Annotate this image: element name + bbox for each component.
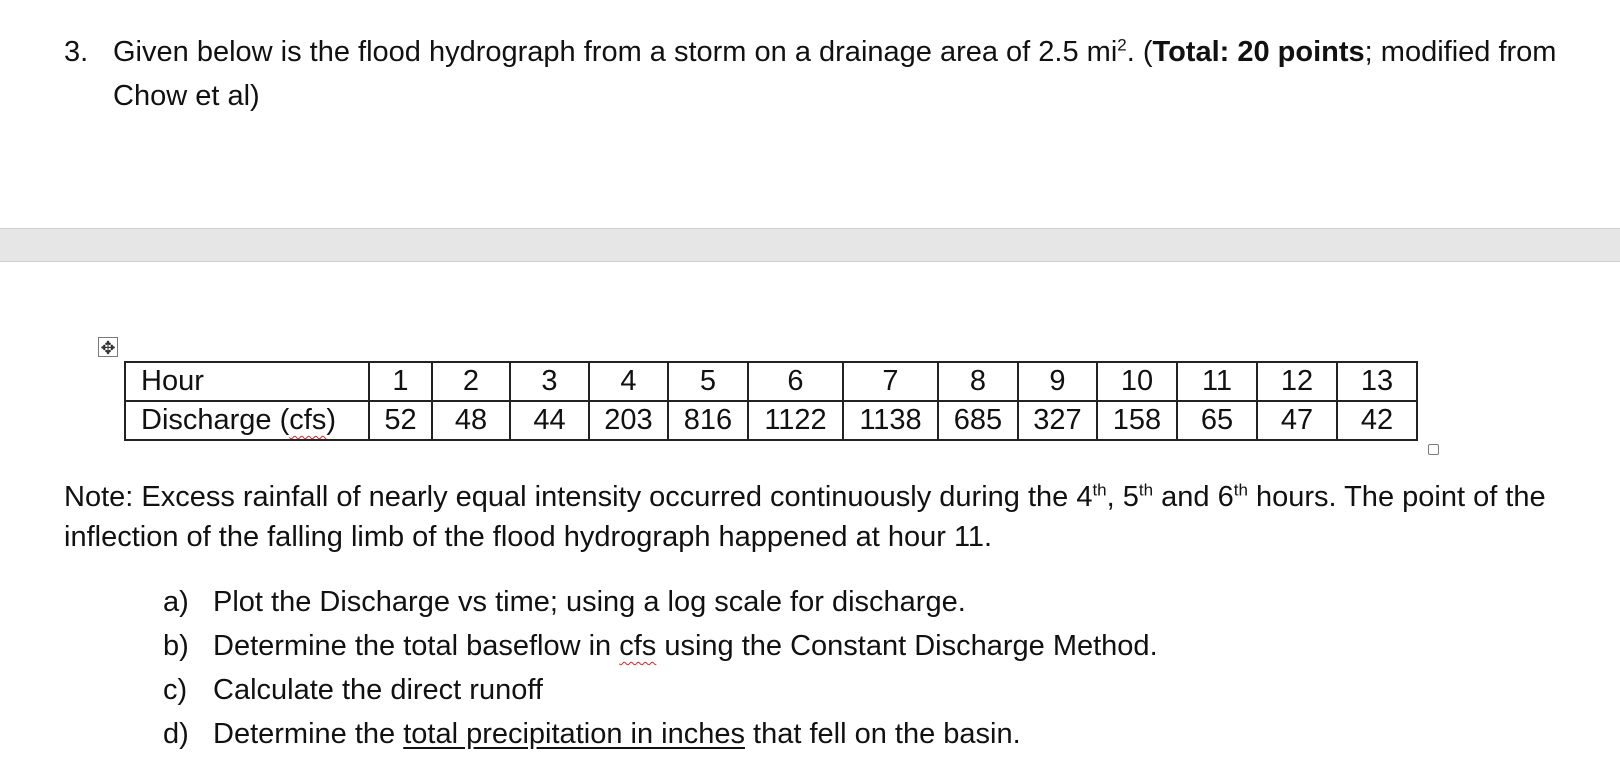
discharge-cell[interactable]: 158 <box>1097 401 1177 440</box>
discharge-cell[interactable]: 327 <box>1018 401 1097 440</box>
hour-cell[interactable]: 9 <box>1018 362 1097 401</box>
discharge-row <box>125 401 1417 440</box>
hour-cell[interactable]: 8 <box>938 362 1018 401</box>
hour-cell[interactable]: 5 <box>668 362 748 401</box>
spelling-flagged-word[interactable]: cfs <box>619 630 657 662</box>
discharge-cell[interactable]: 42 <box>1337 401 1417 440</box>
hour-cell[interactable]: 12 <box>1257 362 1337 401</box>
hydrograph-table <box>124 361 1418 441</box>
hour-cell[interactable]: 10 <box>1097 362 1177 401</box>
hour-cell[interactable]: 3 <box>510 362 589 401</box>
hour-row <box>125 362 1417 401</box>
discharge-cell[interactable]: 1138 <box>843 401 938 440</box>
discharge-cell[interactable]: 52 <box>369 401 432 440</box>
list-item-text <box>213 626 1158 666</box>
note-text: hours. The point of the inflection of the falling limb of the flood hydrograph happened at hour 11. <box>64 481 1546 553</box>
note-superscript: th <box>1092 480 1107 500</box>
discharge-label-prefix: Discharge ( <box>141 404 290 436</box>
hour-cell[interactable]: 2 <box>432 362 510 401</box>
note-superscript: th <box>1233 480 1248 500</box>
note-superscript: th <box>1138 480 1154 500</box>
hour-cell[interactable]: 1 <box>369 362 432 401</box>
discharge-cell[interactable]: 44 <box>510 401 589 440</box>
hour-cell[interactable]: 4 <box>589 362 668 401</box>
hour-cell[interactable]: 11 <box>1177 362 1257 401</box>
discharge-label[interactable] <box>125 401 369 440</box>
question-text-mid: . ( <box>1126 36 1153 68</box>
list-marker: a) <box>163 586 189 618</box>
question-number: 3. <box>64 36 89 68</box>
discharge-cell[interactable]: 1122 <box>748 401 843 440</box>
list-item-text: Calculate the direct runoff <box>213 674 543 706</box>
table-move-handle-icon[interactable]: ✥ <box>98 337 118 357</box>
list-marker: d) <box>163 718 189 750</box>
question-superscript: 2 <box>1117 35 1127 55</box>
list-marker: b) <box>163 630 189 662</box>
hour-cell[interactable]: 7 <box>843 362 938 401</box>
list-item-text-post: using the Constant Discharge Method. <box>656 630 1158 662</box>
note-text: Note: Excess rainfall of nearly equal intensity occurred continuously during the 4 <box>64 481 1093 513</box>
discharge-cell[interactable]: 203 <box>589 401 668 440</box>
discharge-cell[interactable]: 816 <box>668 401 748 440</box>
discharge-cell[interactable]: 685 <box>938 401 1018 440</box>
table-resize-handle[interactable] <box>1428 444 1439 455</box>
note-paragraph <box>64 477 1564 557</box>
discharge-label-unit: cfs <box>289 404 327 436</box>
note-text: , 5 <box>1106 481 1139 513</box>
list-item-text-post: that fell on the basin. <box>744 718 1021 750</box>
question-text-pre: Given below is the flood hydrograph from a storm on a drainage area of 2.5 mi <box>113 36 1118 68</box>
page-break-gap <box>0 228 1620 262</box>
list-marker: c) <box>163 674 188 706</box>
list-item-text <box>213 714 1021 754</box>
note-text: and 6 <box>1153 481 1234 513</box>
list-item-text: Plot the Discharge vs time; using a log scale for discharge. <box>213 586 966 618</box>
hour-cell[interactable]: 13 <box>1337 362 1417 401</box>
underlined-phrase: total precipitation in inches <box>403 718 745 750</box>
hour-label[interactable]: Hour <box>125 362 369 401</box>
discharge-cell[interactable]: 48 <box>432 401 510 440</box>
question-text-post: ; modified from Chow et al) <box>113 36 1557 112</box>
hour-cell[interactable]: 6 <box>748 362 843 401</box>
discharge-label-suffix: ) <box>326 404 337 436</box>
list-item-text-pre: Determine the <box>213 718 404 750</box>
question-points: Total: 20 points <box>1152 36 1365 68</box>
discharge-cell[interactable]: 47 <box>1257 401 1337 440</box>
list-item-text-pre: Determine the total baseflow in <box>213 630 620 662</box>
question-text <box>113 30 1593 118</box>
discharge-cell[interactable]: 65 <box>1177 401 1257 440</box>
